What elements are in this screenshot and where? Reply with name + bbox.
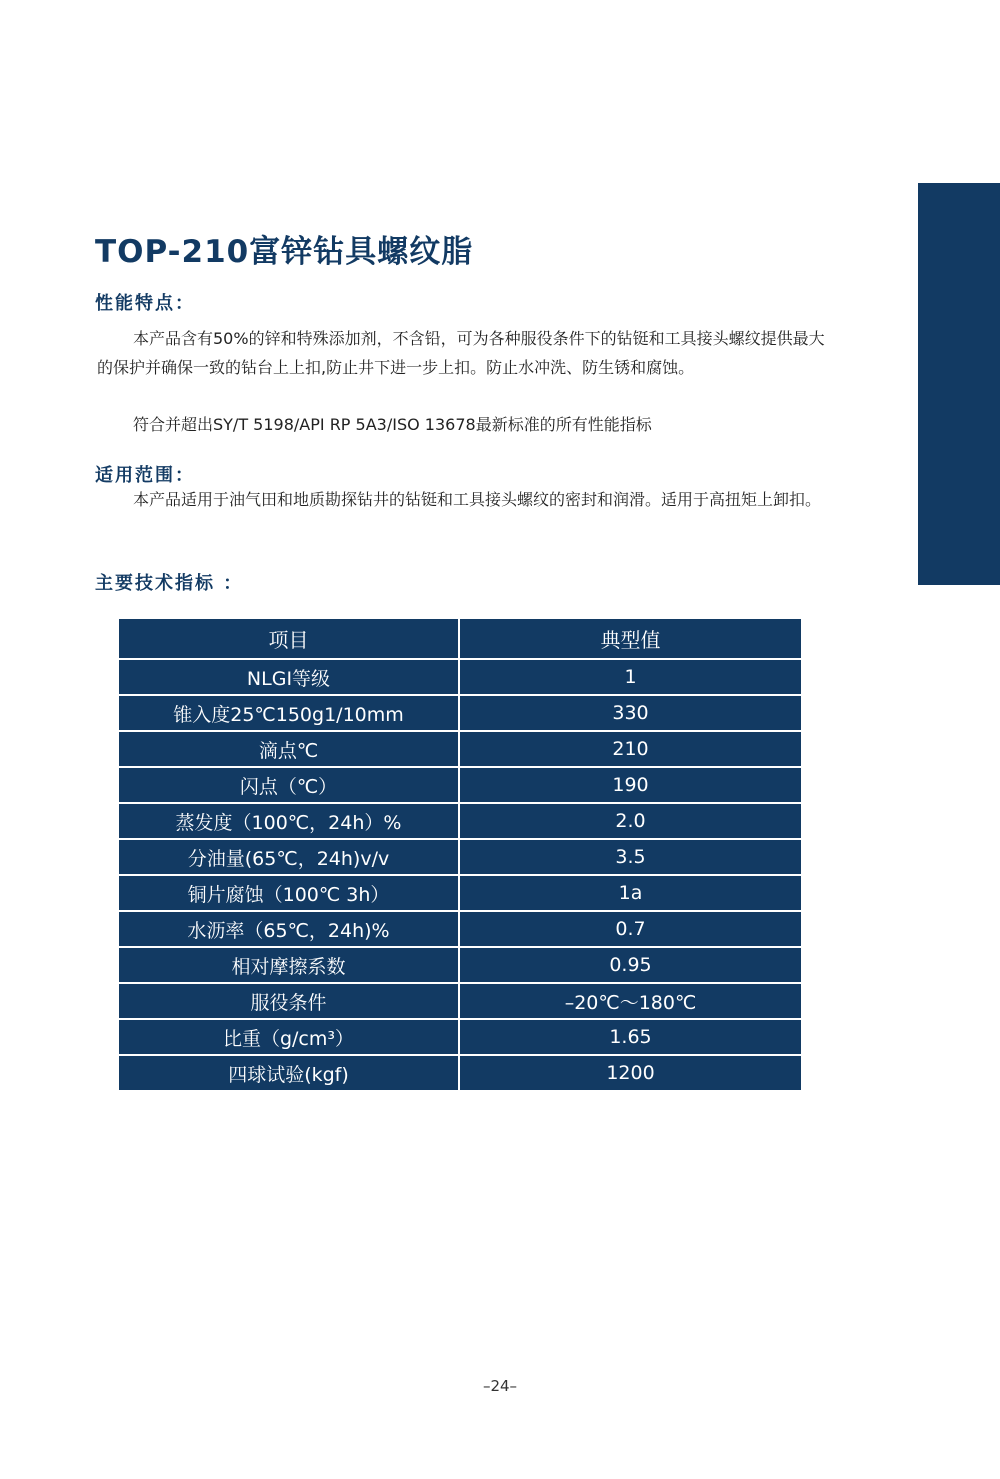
table-row — [119, 731, 801, 767]
row-item: 锥入度25℃150g1/10mm — [119, 695, 459, 731]
row-value: 1200 — [459, 1055, 801, 1090]
row-item: 蒸发度（100℃，24h）% — [119, 803, 459, 839]
side-tab-decoration — [918, 183, 1000, 585]
row-value: 190 — [459, 767, 801, 803]
table-header-row — [119, 619, 801, 659]
row-item: 水沥率（65℃，24h)% — [119, 911, 459, 947]
performance-paragraph-1: 本产品含有50%的锌和特殊添加剂，不含铅，可为各种服役条件下的钻铤和工具接头螺纹提供最大的保护并确保一致的钻台上上扣,防止井下进一步上扣。防止水冲洗、防生锈和腐蚀。 — [97, 329, 825, 377]
row-item: 分油量(65℃，24h)v/v — [119, 839, 459, 875]
row-value: –20℃～180℃ — [459, 983, 801, 1019]
header-value: 典型值 — [459, 619, 801, 659]
table-row — [119, 767, 801, 803]
table-row — [119, 695, 801, 731]
row-item: 铜片腐蚀（100℃ 3h） — [119, 875, 459, 911]
table-row — [119, 875, 801, 911]
row-item: 四球试验(kgf) — [119, 1055, 459, 1090]
specs-heading: 主要技术指标 ： — [95, 573, 244, 594]
table-row — [119, 839, 801, 875]
table-row — [119, 947, 801, 983]
row-value: 1 — [459, 659, 801, 695]
row-item: NLGI等级 — [119, 659, 459, 695]
header-item: 项目 — [119, 619, 459, 659]
performance-heading: 性能特点： — [95, 293, 195, 314]
row-item: 比重（g/cm³） — [119, 1019, 459, 1055]
performance-paragraph-2: 符合并超出SY/T 5198/API RP 5A3/ISO 13678最新标准的所有性能指标 — [133, 415, 652, 434]
row-item: 相对摩擦系数 — [119, 947, 459, 983]
row-value: 2.0 — [459, 803, 801, 839]
application-heading: 适用范围： — [95, 465, 195, 486]
row-value: 330 — [459, 695, 801, 731]
table-row — [119, 911, 801, 947]
table-row — [119, 1019, 801, 1055]
table-row — [119, 1055, 801, 1090]
table-row — [119, 983, 801, 1019]
spec-table — [119, 619, 801, 1090]
row-item: 服役条件 — [119, 983, 459, 1019]
table-row — [119, 803, 801, 839]
row-value: 1a — [459, 875, 801, 911]
row-value: 210 — [459, 731, 801, 767]
table-row — [119, 659, 801, 695]
application-paragraph: 本产品适用于油气田和地质勘探钻井的钻铤和工具接头螺纹的密封和润滑。适用于高扭矩上卸扣。 — [133, 490, 822, 509]
page-number: –24– — [482, 1377, 518, 1395]
row-value: 3.5 — [459, 839, 801, 875]
page-title: TOP-210富锌钻具螺纹脂 — [95, 234, 474, 270]
row-value: 0.95 — [459, 947, 801, 983]
row-item: 闪点（℃） — [119, 767, 459, 803]
row-value: 1.65 — [459, 1019, 801, 1055]
row-item: 滴点℃ — [119, 731, 459, 767]
row-value: 0.7 — [459, 911, 801, 947]
